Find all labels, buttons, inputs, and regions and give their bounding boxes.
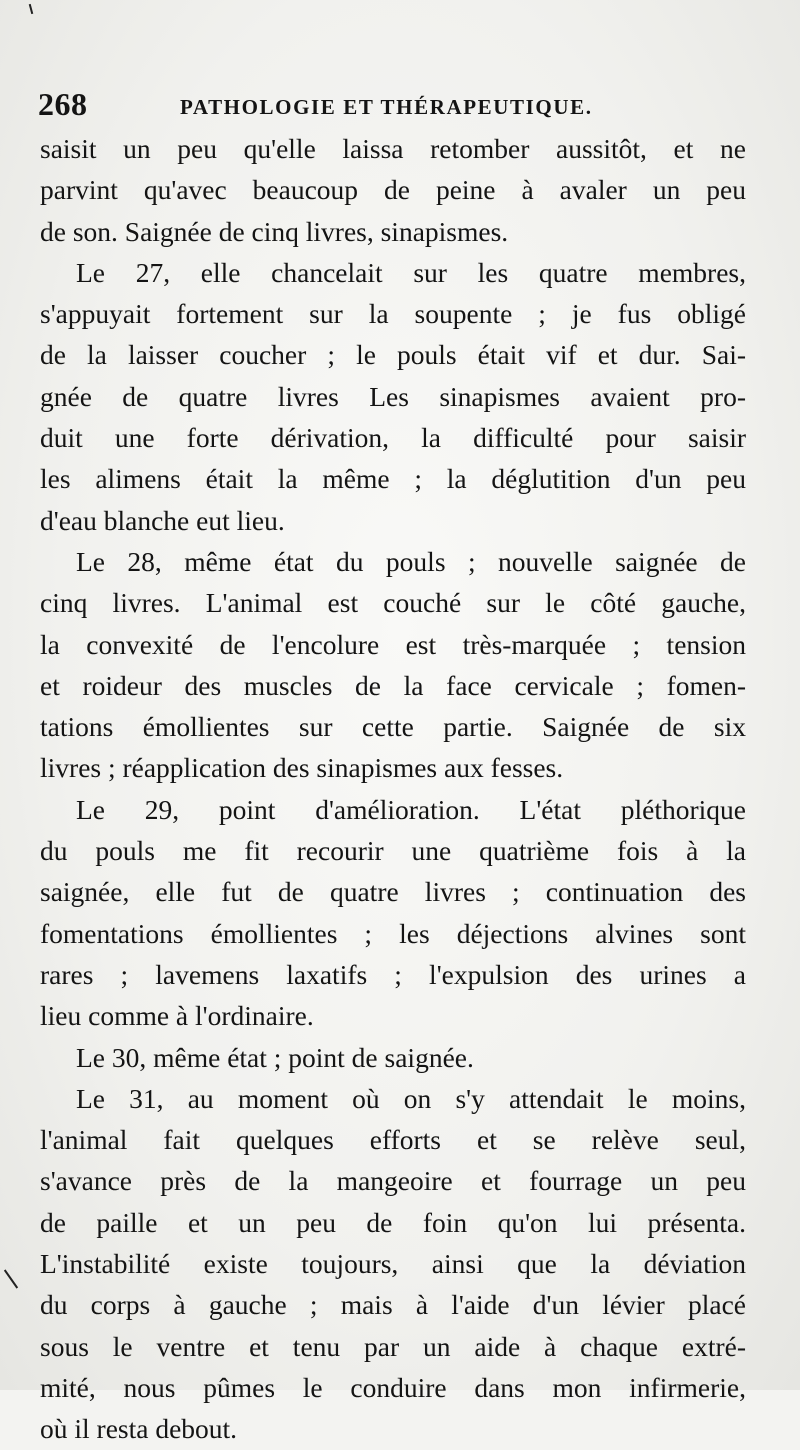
text-line: s'avance près de la mangeoire et fourrage un peu [40, 1165, 746, 1197]
text-line: saisit un peu qu'elle laissa retomber aussitôt, et ne [40, 133, 746, 164]
text-line: où il resta debout. [40, 1413, 238, 1445]
text-line: de son. Saignée de cinq livres, sinapismes. [40, 215, 509, 247]
text-line: gnée de quatre livres Les sinapismes avaient pro- [40, 380, 746, 412]
text-line: Le 29, point d'amélioration. L'état pléthorique [76, 793, 746, 825]
page-number: 268 [38, 86, 88, 122]
text-line: Le 27, elle chancelait sur les quatre membres, [76, 256, 746, 288]
running-title: PATHOLOGIE ET THÉRAPEUTIQUE. [180, 95, 593, 119]
text-line: de la laisser coucher ; le pouls était vif et dur. Sai- [40, 339, 746, 371]
page-header [38, 86, 748, 126]
text-line: Le 30, même état ; point de saignée. [76, 1041, 474, 1073]
text-line: s'appuyait fortement sur la soupente ; je fus obligé [40, 298, 746, 330]
scan-mark [29, 4, 34, 14]
text-line: la convexité de l'encolure est très-marquée ; tension [40, 628, 746, 660]
text-line: l'animal fait quelques efforts et se relève seul, [40, 1124, 746, 1156]
text-line: mité, nous pûmes le conduire dans mon infirmerie, [40, 1371, 746, 1403]
text-line: tations émollientes sur cette partie. Saignée de six [40, 711, 746, 743]
text-line: L'instabilité existe toujours, ainsi que la déviation [40, 1248, 746, 1280]
text-line: et roideur des muscles de la face cervicale ; fomen- [40, 669, 746, 701]
text-line: cinq livres. L'animal est couché sur le côté gauche, [40, 587, 746, 619]
scan-mark [4, 1269, 18, 1288]
text-line: parvint qu'avec beaucoup de peine à avaler un peu [40, 174, 746, 206]
text-line: d'eau blanche eut lieu. [40, 504, 285, 536]
text-line: de paille et un peu de foin qu'on lui présenta. [40, 1206, 746, 1238]
text-line: fomentations émollientes ; les déjections alvines sont [40, 917, 746, 949]
body-text [40, 128, 746, 1450]
text-line: lieu comme à l'ordinaire. [40, 1000, 314, 1032]
text-line: duit une forte dérivation, la difficulté pour saisir [40, 422, 746, 454]
text-line: du corps à gauche ; mais à l'aide d'un lévier placé [40, 1289, 746, 1321]
text-line: rares ; lavemens laxatifs ; l'expulsion des urines a [40, 958, 746, 990]
text-line: sous le ventre et tenu par un aide à chaque extré- [40, 1330, 746, 1362]
text-line: Le 31, au moment où on s'y attendait le moins, [76, 1082, 746, 1114]
text-line: livres ; réapplication des sinapismes aux fesses. [40, 752, 564, 784]
text-line: les alimens était la même ; la déglutition d'un peu [40, 463, 746, 495]
text-line: du pouls me fit recourir une quatrième fois à la [40, 835, 746, 867]
text-line: Le 28, même état du pouls ; nouvelle saignée de [76, 545, 746, 577]
text-line: saignée, elle fut de quatre livres ; continuation des [40, 876, 746, 908]
